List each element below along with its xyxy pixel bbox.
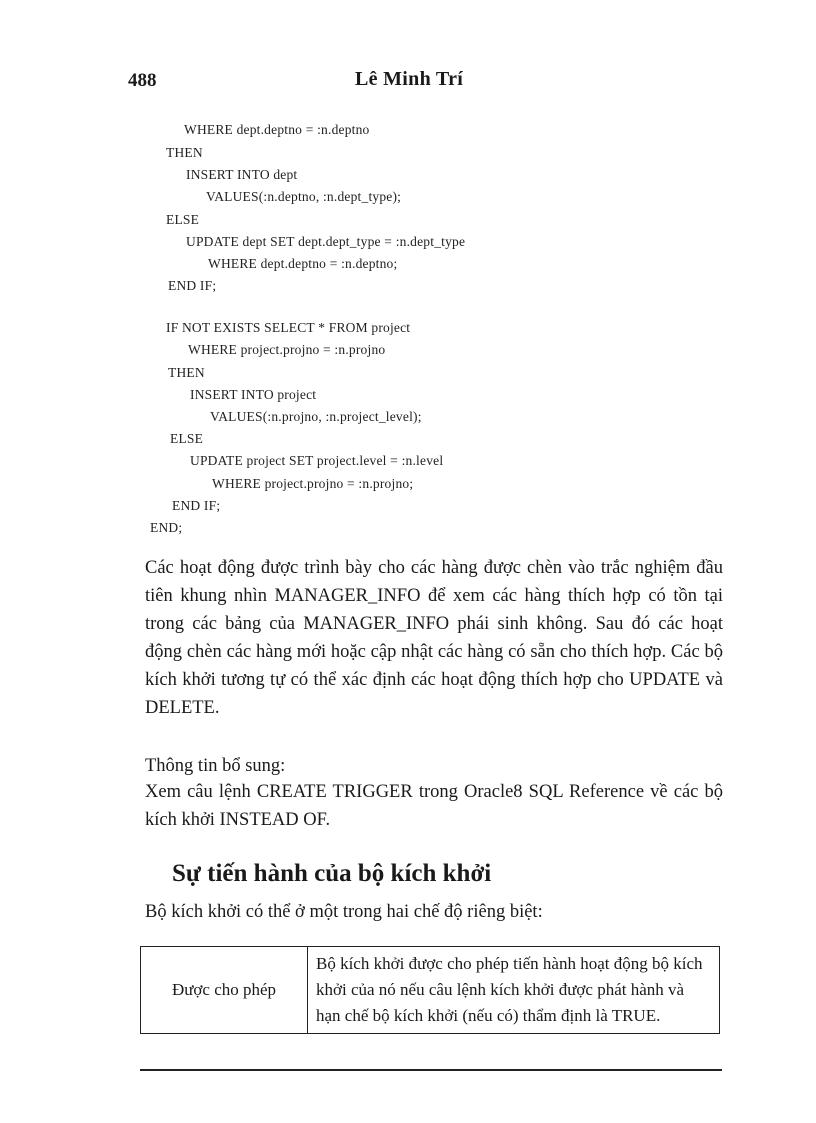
code-line: UPDATE project SET project.level = :n.level xyxy=(190,453,444,468)
code-line: VALUES(:n.deptno, :n.dept_type); xyxy=(206,189,402,204)
bottom-rule xyxy=(140,1069,722,1071)
code-line: WHERE project.projno = :n.projno xyxy=(188,342,386,357)
code-line: INSERT INTO dept xyxy=(186,167,298,182)
code-line: THEN xyxy=(168,365,205,380)
code-line: IF NOT EXISTS SELECT * FROM project xyxy=(166,320,411,335)
code-line: WHERE dept.deptno = :n.deptno xyxy=(184,122,370,137)
code-line: END; xyxy=(150,520,183,535)
code-line: ELSE xyxy=(170,431,204,446)
code-line: THEN xyxy=(166,145,203,160)
page-number: 488 xyxy=(128,70,157,91)
page-header xyxy=(0,68,816,98)
code-line: UPDATE dept SET dept.dept_type = :n.dept_type xyxy=(186,234,466,249)
note-label: Thông tin bổ sung: xyxy=(145,756,286,776)
code-line: ELSE xyxy=(166,212,200,227)
code-line: WHERE dept.deptno = :n.deptno; xyxy=(208,256,398,271)
mode-name-cell: Được cho phép xyxy=(141,947,308,1034)
mode-description-cell: Bộ kích khởi được cho phép tiến hành hoạt động bộ kích khởi của nó nếu câu lệnh kích khởi được phát hành và hạn chế bộ kích khởi (nếu có) thẩm định là TRUE. xyxy=(308,947,720,1034)
code-line: WHERE project.projno = :n.projno; xyxy=(212,476,414,491)
section-intro: Bộ kích khởi có thể ở một trong hai chế độ riêng biệt: xyxy=(145,902,543,922)
code-line: END IF; xyxy=(172,498,221,513)
trigger-modes-table xyxy=(140,946,720,1034)
running-title: Lê Minh Trí xyxy=(355,68,464,90)
body-paragraph: Các hoạt động được trình bày cho các hàng được chèn vào trắc nghiệm đầu tiên khung nhìn MANAGER_INFO để xem các hàng thích hợp có tồn tại trong các bảng của MANAGER_INFO phái sinh không. Sau đó các hoạt động chèn các hàng mới hoặc cập nhật các hàng có sẵn cho thích hợp. Các bộ kích khởi tương tự có thể xác định các hoạt động thích hợp cho UPDATE và DELETE. xyxy=(145,558,723,718)
code-line: VALUES(:n.projno, :n.project_level); xyxy=(210,409,422,424)
code-line: INSERT INTO project xyxy=(190,387,317,402)
code-line: END IF; xyxy=(168,278,217,293)
table-row xyxy=(141,947,720,1034)
note-text: Xem câu lệnh CREATE TRIGGER trong Oracle8 SQL Reference về các bộ kích khởi INSTEAD OF. xyxy=(145,782,723,830)
section-heading: Sự tiến hành của bộ kích khởi xyxy=(172,860,492,887)
